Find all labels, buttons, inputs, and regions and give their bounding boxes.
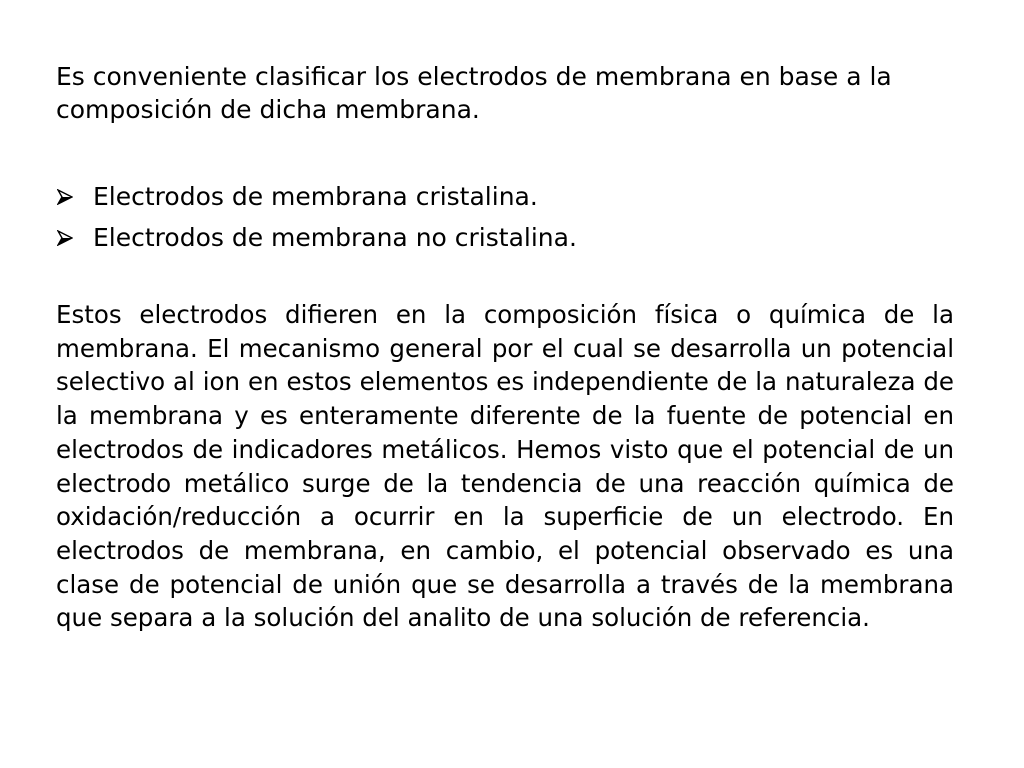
bullet-item-crystalline [56, 176, 956, 217]
arrowhead-bullet-icon [56, 221, 93, 254]
body-paragraph: Estos electrodos difieren en la composición física o química de la membrana. El mecanismo general por el cual se desarrolla un potencial selectivo al ion en estos elementos es independiente de la naturaleza de la membrana y es enteramente diferente de la fuente de potencial en electrodos de indicadores metálicos. Hemos visto que el potencial de un electrodo metálico surge de la tendencia de una reacción química de oxidación/reducción a ocurrir en la superficie de un electrodo. En electrodos de membrana, en cambio, el potencial observado es una clase de potencial de unión que se desarrolla a través de la membrana que separa a la solución del analito de una solución de referencia. [56, 300, 954, 633]
bullet-list [56, 176, 956, 258]
bullet-item-non-crystalline [56, 217, 956, 258]
intro-paragraph: Es conveniente clasificar los electrodos de membrana en base a la composición de dicha membrana. [56, 62, 892, 124]
bullet-label: Electrodos de membrana no cristalina. [93, 223, 577, 252]
arrowhead-bullet-icon [56, 180, 93, 213]
bullet-label: Electrodos de membrana cristalina. [93, 182, 538, 211]
